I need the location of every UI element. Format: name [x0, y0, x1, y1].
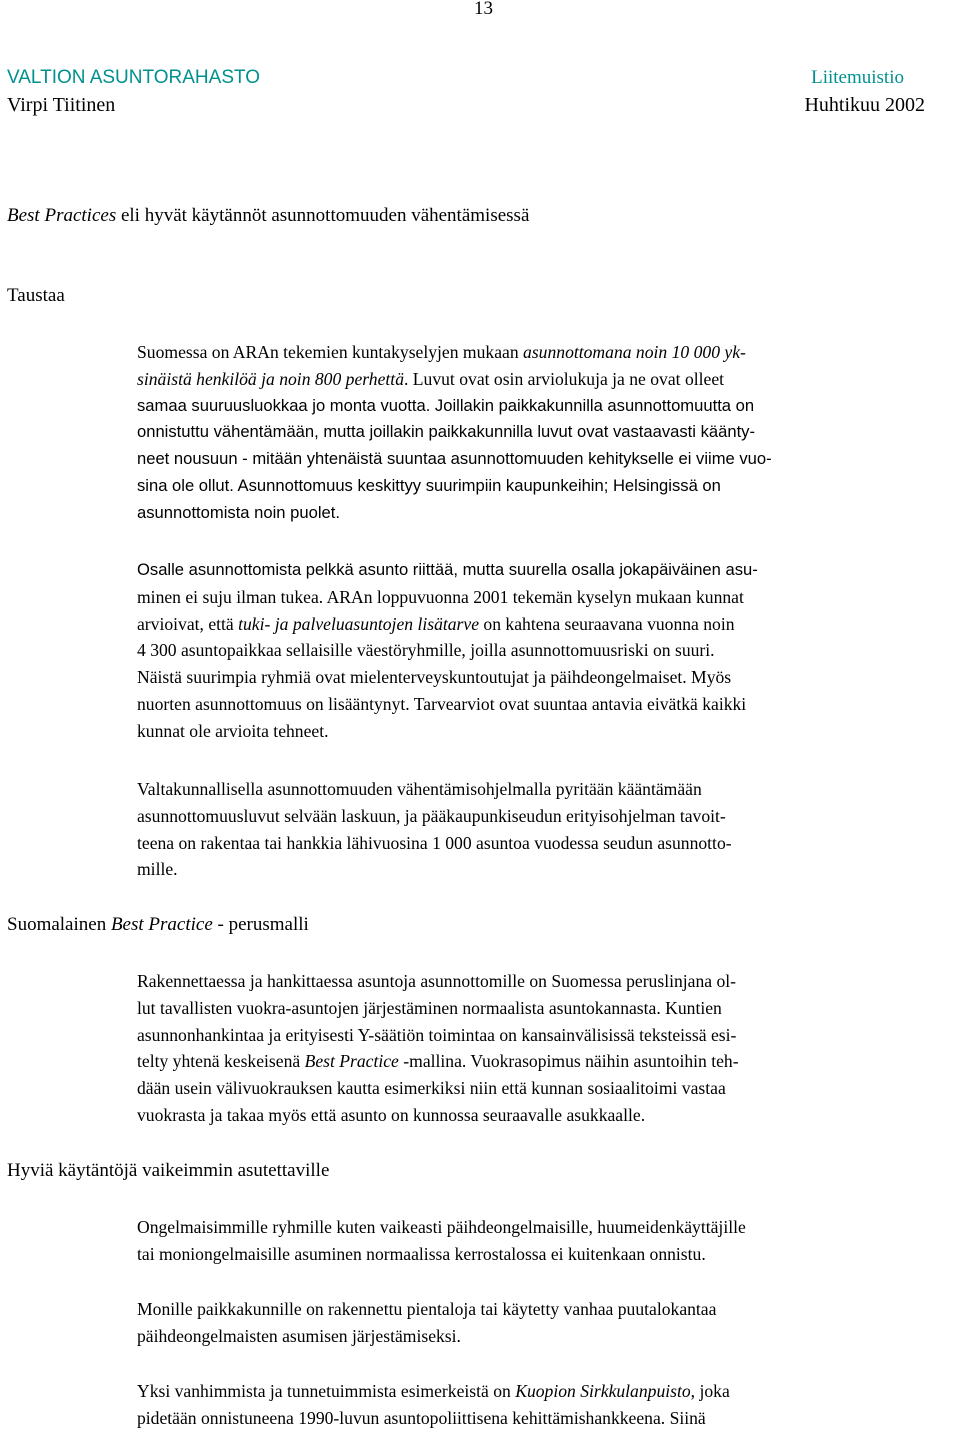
text-line: sina ole ollut. Asunnottomuus keskittyy suurimpiin kaupunkeihin; Helsingissä on — [137, 475, 721, 495]
text-line: lut tavallisten vuokra-asuntojen järjestäminen normaalista asuntokannasta. Kuntien — [137, 997, 722, 1018]
text-line: 4 300 asuntopaikkaa sellaisille väestöryhmille, joilla asunnottomuusriski on suuri. — [137, 640, 715, 661]
text-line: Osalle asunnottomista pelkkä asunto riittää, mutta suurella osalla jokapäiväinen asu- — [137, 560, 758, 579]
text-line: Rakennettaessa ja hankittaessa asuntoja asunnottomille on Suomessa peruslinjana ol- — [137, 971, 737, 991]
text-line: Ongelmaisimmille ryhmille kuten vaikeasti päihdeongelmaisille, huumeidenkäyttäjille — [137, 1217, 746, 1237]
paragraph-vaikeimmin-1 — [137, 1214, 959, 1268]
paragraph-vaikeimmin-2 — [137, 1296, 959, 1350]
text-line: neet nousuun - mitään yhtenäistä suuntaa asunnottomuuden kehitykselle ei viime vuo- — [137, 449, 772, 469]
text-line: onnistuttu vähentämään, mutta joillakin paikkakunnilla luvut ovat vastaavasti käänty- — [137, 422, 756, 442]
section-heading-taustaa: Taustaa — [7, 285, 65, 306]
document-date: Huhtikuu 2002 — [804, 94, 925, 116]
text-line: pidetään onnistuneena 1990-luvun asuntopoliittisena kehittämishankkeena. Siinä — [137, 1407, 706, 1428]
text-line: arvioivat, että tuki- ja palveluasuntojen lisätarve on kahtena seuraavana vuonna noin — [137, 613, 735, 634]
text-line: teena on rakentaa tai hankkia lähivuosina 1 000 asuntoa vuodessa seudun asunnotto- — [137, 832, 732, 853]
document-title-italic: Best Practices — [7, 205, 117, 226]
author-name: Virpi Tiitinen — [7, 94, 116, 116]
document-type: Liitemuistio — [811, 67, 904, 88]
text-line: Näistä suurimpia ryhmiä ovat mielenterveyskuntoutujat ja päihdeongelmaiset. Myös — [137, 667, 732, 688]
text-line: kunnat ole arvioita tehneet. — [137, 720, 329, 741]
text-line: asunnottomuusluvut selvään laskuun, ja pääkaupunkiseudun erityisohjelman tavoit- — [137, 805, 726, 826]
paragraph-taustaa-1 — [137, 339, 959, 527]
text-line: Valtakunnallisella asunnottomuuden vähentämisohjelmalla pyritään kääntämään — [137, 779, 702, 799]
text-line: nuorten asunnottomuus on lisääntynyt. Tarvearviot ovat suuntaa antavia eivätkä kaikki — [137, 693, 747, 714]
document-title — [7, 205, 529, 227]
section-heading-perusmalli: Suomalainen Best Practice - perusmalli — [7, 914, 309, 935]
text-line: minen ei suju ilman tukea. ARAn loppuvuonna 2001 tekemän kyselyn mukaan kunnat — [137, 586, 744, 607]
paragraph-taustaa-3 — [137, 776, 959, 883]
text-line: sinäistä henkilöä ja noin 800 perhettä. Luvut ovat osin arviolukuja ja ne ovat olleet — [137, 368, 725, 389]
text-line: vuokrasta ja takaa myös että asunto on kunnossa seuraavalle asukkaalle. — [137, 1104, 646, 1125]
text-line: Yksi vanhimmista ja tunnetuimmista esimerkeistä on Kuopion Sirkkulanpuisto, joka — [137, 1381, 730, 1401]
page-number: 13 — [474, 0, 493, 19]
text-line: Monille paikkakunnille on rakennettu pientaloja tai käytetty vanhaa puutalokantaa — [137, 1299, 717, 1319]
text-line: Suomessa on ARAn tekemien kuntakyselyjen mukaan asunnottomana noin 10 000 yk- — [137, 342, 746, 362]
section-heading-vaikeimmin: Hyviä käytäntöjä vaikeimmin asutettaville — [7, 1160, 330, 1181]
text-line: asunnottomista noin puolet. — [137, 502, 340, 522]
text-line: mille. — [137, 859, 178, 880]
text-line: asunnonhankintaa ja erityisesti Y-säätiön toimintaa on kansainvälisissä teksteissä esi- — [137, 1024, 737, 1045]
text-line: päihdeongelmaisten asumisen järjestämiseksi. — [137, 1325, 461, 1346]
paragraph-perusmalli-1 — [137, 968, 959, 1129]
text-line: telty yhtenä keskeisenä Best Practice -mallina. Vuokrasopimus näihin asuntoihin teh- — [137, 1051, 739, 1072]
text-line: dään usein välivuokrauksen kautta esimerkiksi niin että kunnan sosiaalitoimi vastaa — [137, 1078, 726, 1099]
paragraph-vaikeimmin-3 — [137, 1378, 959, 1432]
text-line: tai moniongelmaisille asuminen normaalissa kerrostalossa ei kuitenkaan onnistu. — [137, 1243, 706, 1264]
text-line: samaa suuruusluokkaa jo monta vuotta. Joillakin paikkakunnilla asunnottomuutta on — [137, 395, 755, 415]
paragraph-taustaa-2 — [137, 557, 959, 745]
document-title-rest: eli hyvät käytännöt asunnottomuuden vähentämisessä — [116, 205, 530, 226]
organization-name: VALTION ASUNTORAHASTO — [7, 67, 261, 88]
